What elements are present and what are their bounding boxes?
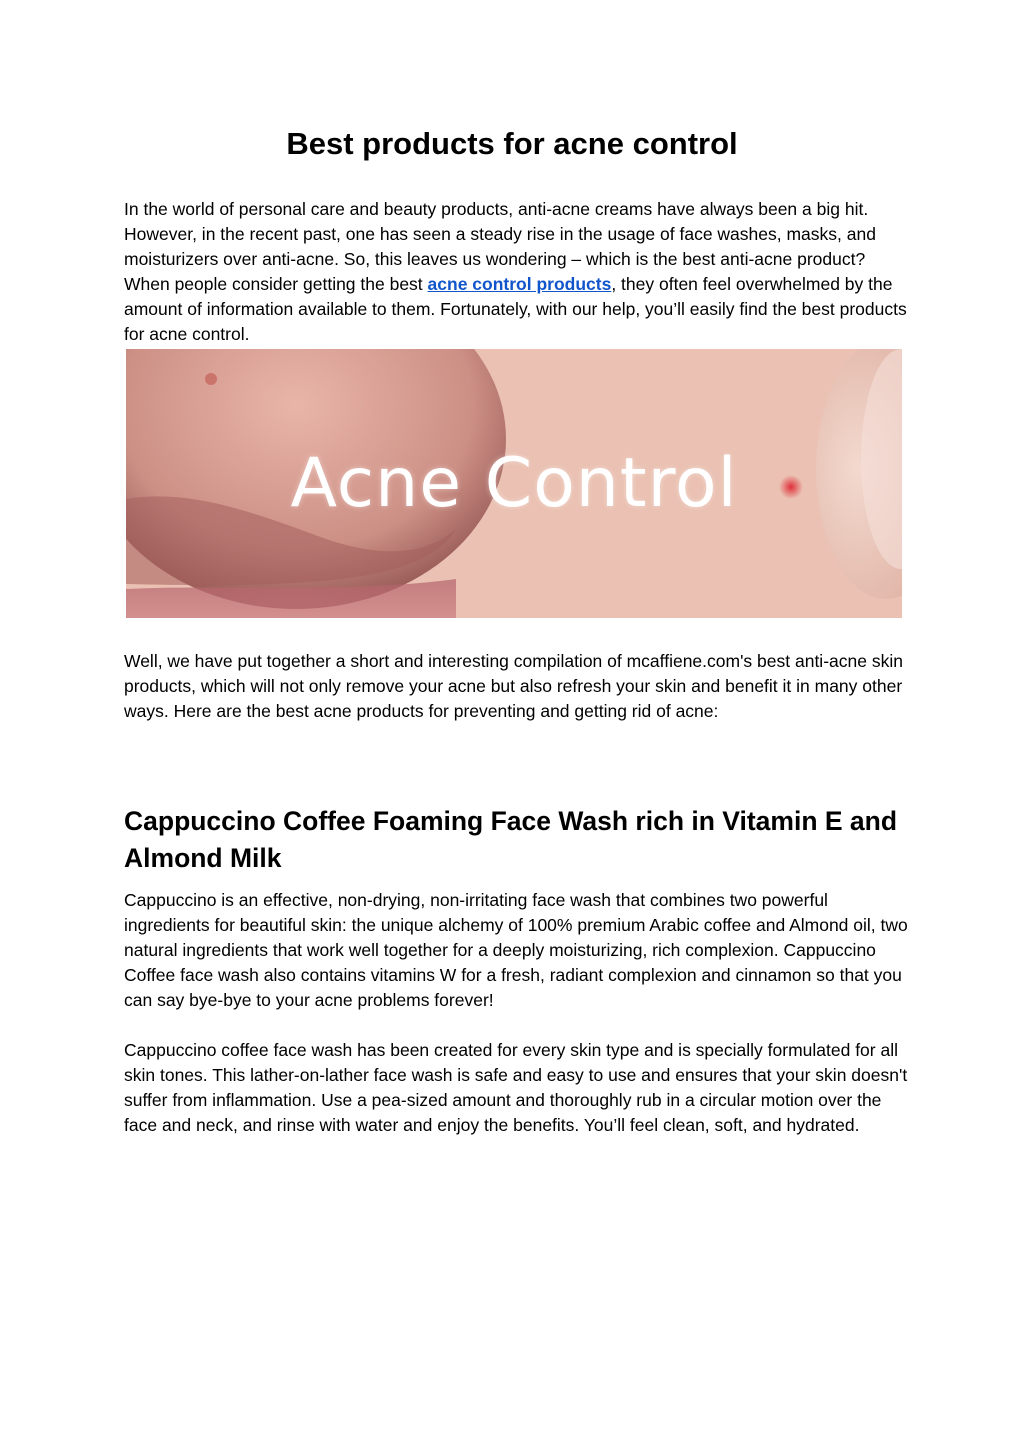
intro-text-before-link: In the world of personal care and beauty products, anti-acne creams have always been a big hit. However, in the recent past, one has seen a steady rise in the usage of face washes, masks, and moisturizers over anti-acne. So, this leaves us wondering – which is the best anti-acne product? When people consider getting the best: [124, 199, 876, 294]
hero-overlay-text: Acne Control: [290, 444, 738, 523]
section-heading: Cappuccino Coffee Foaming Face Wash rich in Vitamin E and Almond Milk: [124, 806, 898, 873]
intro-text-after-link: , they often feel overwhelmed by the amount of information available to them. Fortunately, with our help, you’ll easily find the best products for acne control.: [124, 274, 907, 344]
compilation-paragraph: Well, we have put together a short and interesting compilation of mcaffiene.com's best anti-acne skin products, which will not only remove your acne but also refresh your skin and benefit it in many other ways. Here are the best acne products for preventing and getting rid of acne:: [124, 651, 903, 721]
acne-control-products-link[interactable]: acne control products: [427, 274, 612, 294]
intro-paragraph: [124, 197, 914, 347]
section-paragraph-1: Cappuccino is an effective, non-drying, non-irritating face wash that combines two powerful ingredients for beautiful skin: the unique alchemy of 100% premium Arabic coffee and Almond oil, two natural ingredients that work well together for a deeply moisturizing, rich complexion. Cappuccino Coffee face wash also contains vitamins W for a fresh, radiant complexion and cinnamon so that you can say bye-bye to your acne problems forever!: [124, 890, 908, 1010]
hero-image: [126, 349, 902, 618]
page-title: Best products for acne control: [286, 126, 738, 161]
section-paragraph-2: Cappuccino coffee face wash has been created for every skin type and is specially formulated for all skin tones. This lather-on-lather face wash is safe and easy to use and ensures that your skin doesn't suffer from inflammation. Use a pea-sized amount and thoroughly rub in a circular motion over the face and neck, and rinse with water and enjoy the benefits. You’ll feel clean, soft, and hydrated.: [124, 1040, 908, 1135]
